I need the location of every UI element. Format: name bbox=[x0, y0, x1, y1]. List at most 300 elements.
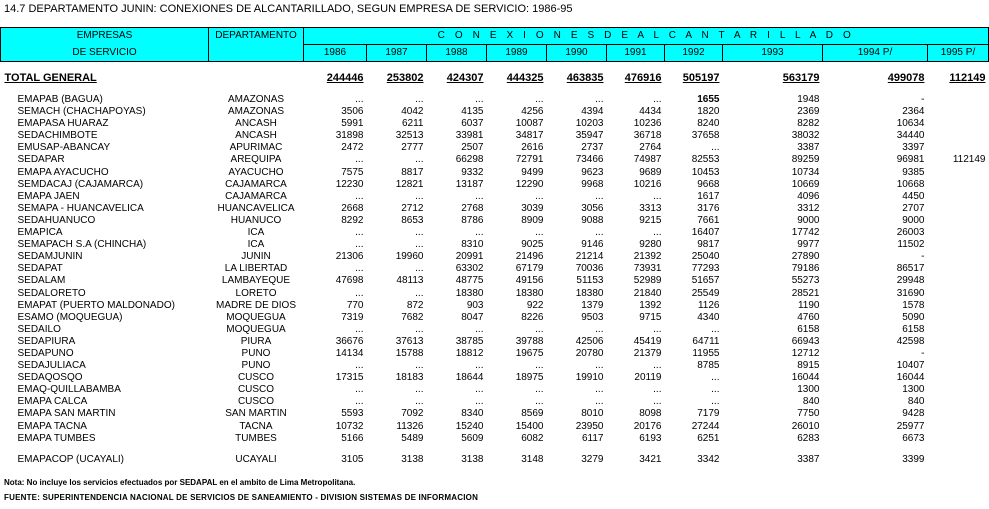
departamento-cell: LA LIBERTAD bbox=[224, 263, 288, 275]
value-cell: ... bbox=[653, 323, 662, 335]
empresa-cell: EMAPICA bbox=[17, 227, 63, 239]
value-cell: 3421 bbox=[639, 453, 662, 465]
departamento-cell: ANCASH bbox=[235, 118, 277, 130]
value-cell: 9385 bbox=[902, 166, 925, 178]
value-cell bbox=[928, 300, 989, 312]
value-cell: 6117 bbox=[581, 432, 604, 444]
table-row bbox=[1, 154, 989, 166]
total-value: 499078 bbox=[887, 72, 925, 84]
table-row bbox=[1, 179, 989, 191]
value-cell: 21392 bbox=[633, 251, 662, 263]
value-cell: 10407 bbox=[896, 360, 925, 372]
value-cell: 32513 bbox=[395, 130, 424, 142]
value-cell: 37613 bbox=[395, 335, 424, 347]
total-row bbox=[1, 70, 989, 86]
value-cell: 5991 bbox=[341, 118, 364, 130]
value-cell: 25977 bbox=[896, 420, 925, 432]
total-value: 505197 bbox=[682, 72, 720, 84]
value-cell: ... bbox=[535, 384, 544, 396]
value-cell: 9977 bbox=[797, 239, 820, 251]
value-cell: 9215 bbox=[639, 214, 662, 226]
value-cell: 8240 bbox=[697, 118, 720, 130]
value-cell: 9088 bbox=[581, 214, 604, 226]
value-cell bbox=[928, 263, 989, 275]
value-cell: ... bbox=[595, 190, 604, 202]
value-cell: 5489 bbox=[401, 432, 424, 444]
value-cell: 2777 bbox=[401, 142, 424, 154]
value-cell: 21840 bbox=[633, 287, 662, 299]
header-year: 1994 P/ bbox=[823, 45, 928, 62]
value-cell: 1948 bbox=[797, 94, 820, 105]
value-cell: 4340 bbox=[697, 311, 720, 323]
empresa-cell: EMAPA SAN MARTIN bbox=[17, 408, 116, 420]
departamento-cell: AMAZONAS bbox=[227, 94, 285, 105]
empresa-cell: EMAPASA HUARAZ bbox=[17, 118, 109, 130]
value-cell bbox=[928, 433, 989, 445]
value-cell: - bbox=[921, 94, 925, 105]
table-row bbox=[1, 372, 989, 384]
table-row bbox=[1, 239, 989, 251]
value-cell: 3387 bbox=[797, 142, 820, 154]
value-cell: ... bbox=[415, 190, 424, 202]
value-cell: 36676 bbox=[335, 335, 364, 347]
value-cell: 9623 bbox=[581, 166, 604, 178]
value-cell: 9332 bbox=[461, 166, 484, 178]
value-cell bbox=[928, 336, 989, 348]
connections-table bbox=[0, 27, 989, 466]
total-value: 424307 bbox=[446, 72, 484, 84]
departamento-cell: PUNO bbox=[241, 347, 271, 359]
departamento-cell: JUNIN bbox=[241, 251, 271, 263]
value-cell: 9000 bbox=[902, 214, 925, 226]
value-cell: ... bbox=[355, 323, 364, 335]
value-cell: 9428 bbox=[902, 408, 925, 420]
value-cell: 16044 bbox=[791, 372, 820, 384]
header-year: 1993 bbox=[723, 45, 823, 62]
table-row bbox=[1, 94, 989, 106]
value-cell: 74987 bbox=[633, 154, 662, 166]
value-cell: 67179 bbox=[515, 263, 544, 275]
value-cell: 63302 bbox=[455, 263, 484, 275]
value-cell: 2712 bbox=[401, 202, 424, 214]
value-cell: 1617 bbox=[697, 190, 720, 202]
table-row bbox=[1, 421, 989, 433]
empresa-cell: SEDAPAT bbox=[17, 263, 63, 275]
value-cell bbox=[928, 454, 989, 466]
value-cell: ... bbox=[475, 384, 484, 396]
value-cell: 48775 bbox=[455, 275, 484, 287]
value-cell bbox=[928, 324, 989, 336]
departamento-cell: CAJAMARCA bbox=[225, 190, 287, 202]
value-cell: 21496 bbox=[515, 251, 544, 263]
header-year: 1987 bbox=[367, 45, 427, 62]
value-cell: 52989 bbox=[633, 275, 662, 287]
header-year: 1992 bbox=[665, 45, 723, 62]
value-cell: 11955 bbox=[692, 347, 720, 359]
departamento-cell: HUANUCO bbox=[230, 214, 282, 226]
value-cell: 3279 bbox=[581, 453, 604, 465]
table-row bbox=[1, 263, 989, 275]
value-cell: 8786 bbox=[461, 214, 484, 226]
value-cell: 3387 bbox=[797, 453, 820, 465]
empresa-cell: EMAPAT (PUERTO MALDONADO) bbox=[17, 299, 175, 311]
value-cell: 9668 bbox=[697, 178, 720, 190]
value-cell: ... bbox=[415, 263, 424, 275]
value-cell: 4042 bbox=[401, 106, 424, 118]
empresa-cell: EMAPACOP (UCAYALI) bbox=[17, 453, 125, 465]
value-cell: 10634 bbox=[896, 118, 925, 130]
value-cell: ... bbox=[415, 154, 424, 166]
departamento-cell: AMAZONAS bbox=[227, 106, 285, 118]
total-value: 476916 bbox=[624, 72, 662, 84]
table-row bbox=[1, 275, 989, 287]
empresa-cell: EMAPA TUMBES bbox=[17, 432, 96, 444]
value-cell: 26003 bbox=[896, 227, 925, 239]
value-cell: 49156 bbox=[515, 275, 544, 287]
departamento-cell: APURIMAC bbox=[229, 142, 283, 154]
value-cell bbox=[928, 106, 989, 118]
table-row bbox=[1, 454, 989, 466]
value-cell: 6673 bbox=[902, 432, 925, 444]
value-cell: 1190 bbox=[797, 299, 820, 311]
value-cell: 12290 bbox=[515, 178, 544, 190]
value-cell: 9968 bbox=[581, 178, 604, 190]
value-cell: 7092 bbox=[401, 408, 424, 420]
value-cell: 6158 bbox=[797, 323, 820, 335]
value-cell: 34817 bbox=[515, 130, 544, 142]
value-cell: ... bbox=[415, 239, 424, 251]
value-cell: 2507 bbox=[461, 142, 484, 154]
table-row bbox=[1, 142, 989, 154]
total-departamento bbox=[209, 70, 304, 86]
value-cell: 27890 bbox=[791, 251, 820, 263]
value-cell: 51657 bbox=[691, 275, 720, 287]
value-cell: 33981 bbox=[455, 130, 484, 142]
value-cell: 7575 bbox=[341, 166, 364, 178]
empresa-cell: SEDAPUNO bbox=[17, 347, 74, 359]
value-cell: 112149 bbox=[952, 154, 986, 166]
value-cell: 21214 bbox=[575, 251, 604, 263]
value-cell: 9689 bbox=[639, 166, 662, 178]
value-cell bbox=[928, 118, 989, 130]
value-cell: ... bbox=[653, 396, 662, 408]
empresa-cell: EMAQ-QUILLABAMBA bbox=[17, 384, 121, 396]
empresa-cell: SEMACH (CHACHAPOYAS) bbox=[17, 106, 146, 118]
value-cell: 3312 bbox=[797, 202, 820, 214]
value-cell bbox=[928, 215, 989, 227]
value-cell: ... bbox=[415, 287, 424, 299]
total-value: 244446 bbox=[326, 72, 364, 84]
value-cell: ... bbox=[475, 360, 484, 372]
value-cell: ... bbox=[415, 396, 424, 408]
departamento-cell: PUNO bbox=[241, 360, 271, 372]
value-cell: 11326 bbox=[396, 420, 424, 432]
value-cell: 21306 bbox=[335, 251, 364, 263]
value-cell: 8282 bbox=[797, 118, 820, 130]
value-cell: 12821 bbox=[395, 178, 424, 190]
value-cell: 3138 bbox=[401, 453, 424, 465]
empresa-cell: SEMAPA - HUANCAVELICA bbox=[17, 202, 144, 214]
value-cell: 10216 bbox=[633, 178, 662, 190]
table-row bbox=[1, 227, 989, 239]
value-cell: 1300 bbox=[797, 384, 820, 396]
value-cell: 4760 bbox=[797, 311, 820, 323]
table-row bbox=[1, 408, 989, 420]
value-cell bbox=[928, 203, 989, 215]
value-cell: ... bbox=[653, 190, 662, 202]
value-cell: ... bbox=[355, 384, 364, 396]
value-cell: ... bbox=[535, 227, 544, 239]
value-cell: 8915 bbox=[797, 360, 820, 372]
value-cell: 18380 bbox=[575, 287, 604, 299]
value-cell: 13187 bbox=[455, 178, 484, 190]
value-cell: 10669 bbox=[791, 178, 820, 190]
table-row bbox=[1, 348, 989, 360]
departamento-cell: SAN MARTIN bbox=[225, 408, 287, 420]
header-year: 1989 bbox=[487, 45, 547, 62]
value-cell: 21379 bbox=[633, 347, 662, 359]
value-cell: 2768 bbox=[461, 202, 484, 214]
value-cell: 7750 bbox=[797, 408, 820, 420]
value-cell: 3399 bbox=[902, 453, 925, 465]
table-row bbox=[1, 300, 989, 312]
departamento-cell: PIURA bbox=[240, 335, 272, 347]
value-cell: 8292 bbox=[341, 214, 364, 226]
value-cell: 2369 bbox=[797, 106, 820, 118]
table-row bbox=[1, 396, 989, 408]
value-cell bbox=[928, 167, 989, 179]
value-cell: 1392 bbox=[639, 299, 662, 311]
departamento-cell: AREQUIPA bbox=[230, 154, 282, 166]
value-cell: 39788 bbox=[515, 335, 544, 347]
table-row bbox=[1, 384, 989, 396]
value-cell: 55273 bbox=[791, 275, 820, 287]
value-cell: 72791 bbox=[515, 154, 544, 166]
value-cell: ... bbox=[415, 384, 424, 396]
table-body bbox=[1, 62, 989, 466]
total-value: 444325 bbox=[506, 72, 544, 84]
empresa-cell: ESAMO (MOQUEGUA) bbox=[17, 311, 123, 323]
header-year: 1995 P/ bbox=[928, 45, 989, 62]
value-cell: 872 bbox=[406, 299, 424, 311]
value-cell: ... bbox=[355, 154, 364, 166]
value-cell: 14134 bbox=[335, 347, 364, 359]
value-cell: ... bbox=[653, 360, 662, 372]
value-cell: 3056 bbox=[581, 202, 604, 214]
departamento-cell: UCAYALI bbox=[235, 453, 277, 465]
value-cell: 15400 bbox=[515, 420, 544, 432]
value-cell: 8226 bbox=[521, 311, 544, 323]
empresa-cell: SEDALAM bbox=[17, 275, 66, 287]
value-cell: 11502 bbox=[897, 239, 925, 251]
value-cell: 6283 bbox=[797, 432, 820, 444]
empresa-cell: SEDAQOSQO bbox=[17, 372, 83, 384]
value-cell: 4256 bbox=[521, 106, 544, 118]
value-cell: 6211 bbox=[401, 118, 424, 130]
value-cell bbox=[928, 227, 989, 239]
value-cell bbox=[928, 191, 989, 203]
departamento-cell: ICA bbox=[247, 227, 265, 239]
value-cell: 16044 bbox=[896, 372, 925, 384]
value-cell: 1655 bbox=[697, 94, 720, 105]
value-cell: 73931 bbox=[633, 263, 662, 275]
value-cell: 25549 bbox=[691, 287, 720, 299]
value-cell: 8340 bbox=[461, 408, 484, 420]
value-cell: 3397 bbox=[902, 142, 925, 154]
value-cell: 1126 bbox=[697, 299, 720, 311]
departamento-cell: LAMBAYEQUE bbox=[221, 275, 291, 287]
value-cell: - bbox=[921, 251, 925, 263]
value-cell: ... bbox=[475, 190, 484, 202]
departamento-cell: MOQUEGUA bbox=[226, 311, 286, 323]
value-cell: 12712 bbox=[791, 347, 820, 359]
value-cell: ... bbox=[535, 323, 544, 335]
departamento-cell: MOQUEGUA bbox=[226, 323, 286, 335]
value-cell: 9499 bbox=[521, 166, 544, 178]
value-cell bbox=[928, 312, 989, 324]
table-row bbox=[1, 360, 989, 372]
value-cell: ... bbox=[355, 287, 364, 299]
value-cell: 9025 bbox=[521, 239, 544, 251]
value-cell: 9817 bbox=[697, 239, 720, 251]
value-cell: ... bbox=[653, 227, 662, 239]
value-cell bbox=[928, 384, 989, 396]
value-cell: 8010 bbox=[581, 408, 604, 420]
empresa-cell: EMAPA JAEN bbox=[17, 190, 80, 202]
value-cell: ... bbox=[653, 94, 662, 105]
value-cell: ... bbox=[475, 323, 484, 335]
value-cell: ... bbox=[535, 190, 544, 202]
value-cell: 17315 bbox=[335, 372, 364, 384]
table-row bbox=[1, 167, 989, 179]
value-cell bbox=[928, 396, 989, 408]
table-row bbox=[1, 191, 989, 203]
value-cell: 8909 bbox=[521, 214, 544, 226]
value-cell: 3039 bbox=[521, 202, 544, 214]
value-cell: 3138 bbox=[461, 453, 484, 465]
departamento-cell: ANCASH bbox=[235, 130, 277, 142]
table-row bbox=[1, 215, 989, 227]
table-source: FUENTE: SUPERINTENDENCIA NACIONAL DE SERVICIOS DE SANEAMIENTO - DIVISION SISTEMAS DE INFORMACION bbox=[4, 493, 479, 502]
value-cell: ... bbox=[475, 227, 484, 239]
value-cell: 51153 bbox=[576, 275, 604, 287]
value-cell: 73466 bbox=[575, 154, 604, 166]
value-cell: 3342 bbox=[697, 453, 720, 465]
value-cell: 3148 bbox=[521, 453, 544, 465]
table-row bbox=[1, 118, 989, 130]
value-cell: 2472 bbox=[341, 142, 364, 154]
header-year: 1986 bbox=[304, 45, 367, 62]
value-cell: 8569 bbox=[521, 408, 544, 420]
value-cell: ... bbox=[595, 94, 604, 105]
value-cell: 9146 bbox=[581, 239, 604, 251]
value-cell: 5166 bbox=[341, 432, 364, 444]
departamento-cell: MADRE DE DIOS bbox=[215, 299, 296, 311]
value-cell: 31690 bbox=[896, 287, 925, 299]
value-cell: 9715 bbox=[639, 311, 662, 323]
departamento-cell: TACNA bbox=[239, 420, 273, 432]
value-cell: ... bbox=[415, 227, 424, 239]
value-cell: 8785 bbox=[697, 360, 720, 372]
header-year: 1991 bbox=[607, 45, 665, 62]
value-cell: ... bbox=[711, 396, 720, 408]
empresa-cell: SEDALORETO bbox=[17, 287, 86, 299]
value-cell: 37658 bbox=[691, 130, 720, 142]
value-cell: 34440 bbox=[896, 130, 925, 142]
value-cell: 38785 bbox=[455, 335, 484, 347]
value-cell: 20780 bbox=[575, 347, 604, 359]
empresa-cell: SEMAPACH S.A (CHINCHA) bbox=[17, 239, 147, 251]
table-row bbox=[1, 336, 989, 348]
value-cell: 8653 bbox=[401, 214, 424, 226]
table-row bbox=[1, 130, 989, 142]
empresa-cell: SEDAILO bbox=[17, 323, 61, 335]
departamento-cell: CUSCO bbox=[237, 384, 275, 396]
empresa-cell: SEDAPIURA bbox=[17, 335, 76, 347]
value-cell: ... bbox=[415, 360, 424, 372]
value-cell: 23950 bbox=[575, 420, 604, 432]
value-cell: ... bbox=[355, 190, 364, 202]
value-cell: 10236 bbox=[633, 118, 662, 130]
value-cell: 3176 bbox=[697, 202, 720, 214]
table-row bbox=[1, 203, 989, 215]
departamento-cell: CAJAMARCA bbox=[225, 178, 287, 190]
table-row bbox=[1, 312, 989, 324]
value-cell: ... bbox=[355, 239, 364, 251]
value-cell: 1379 bbox=[581, 299, 604, 311]
value-cell: 9280 bbox=[639, 239, 662, 251]
value-cell: 2764 bbox=[639, 142, 662, 154]
value-cell bbox=[928, 94, 989, 106]
empresa-cell: EMAPA CALCA bbox=[17, 396, 88, 408]
departamento-cell: CUSCO bbox=[237, 396, 275, 408]
value-cell: 7179 bbox=[697, 408, 720, 420]
value-cell: 7682 bbox=[401, 311, 424, 323]
value-cell: 28521 bbox=[791, 287, 820, 299]
value-cell: ... bbox=[535, 396, 544, 408]
table-row bbox=[1, 433, 989, 445]
value-cell: 48113 bbox=[396, 275, 424, 287]
value-cell: 17742 bbox=[791, 227, 820, 239]
value-cell bbox=[928, 275, 989, 287]
value-cell: 66943 bbox=[791, 335, 820, 347]
total-value: 112149 bbox=[949, 72, 986, 84]
value-cell: 18812 bbox=[455, 347, 484, 359]
value-cell bbox=[928, 408, 989, 420]
total-value: 253802 bbox=[386, 72, 424, 84]
value-cell: ... bbox=[535, 360, 544, 372]
header-empresas-line2: DE SERVICIO bbox=[1, 45, 209, 62]
value-cell: 6037 bbox=[461, 118, 484, 130]
value-cell: 6251 bbox=[697, 432, 720, 444]
value-cell: 20176 bbox=[633, 420, 662, 432]
total-value: 463835 bbox=[566, 72, 604, 84]
value-cell: 840 bbox=[907, 396, 925, 408]
value-cell: 10453 bbox=[691, 166, 720, 178]
value-cell: 4394 bbox=[581, 106, 604, 118]
table-row bbox=[1, 251, 989, 263]
value-cell: 29948 bbox=[896, 275, 925, 287]
value-cell: ... bbox=[415, 94, 424, 105]
value-cell: ... bbox=[355, 263, 364, 275]
value-cell: 89259 bbox=[791, 154, 820, 166]
value-cell: ... bbox=[711, 372, 720, 384]
value-cell: ... bbox=[475, 396, 484, 408]
value-cell: 8098 bbox=[639, 408, 662, 420]
total-label: TOTAL GENERAL bbox=[4, 72, 97, 84]
table-row bbox=[1, 324, 989, 336]
value-cell: 64711 bbox=[692, 335, 720, 347]
